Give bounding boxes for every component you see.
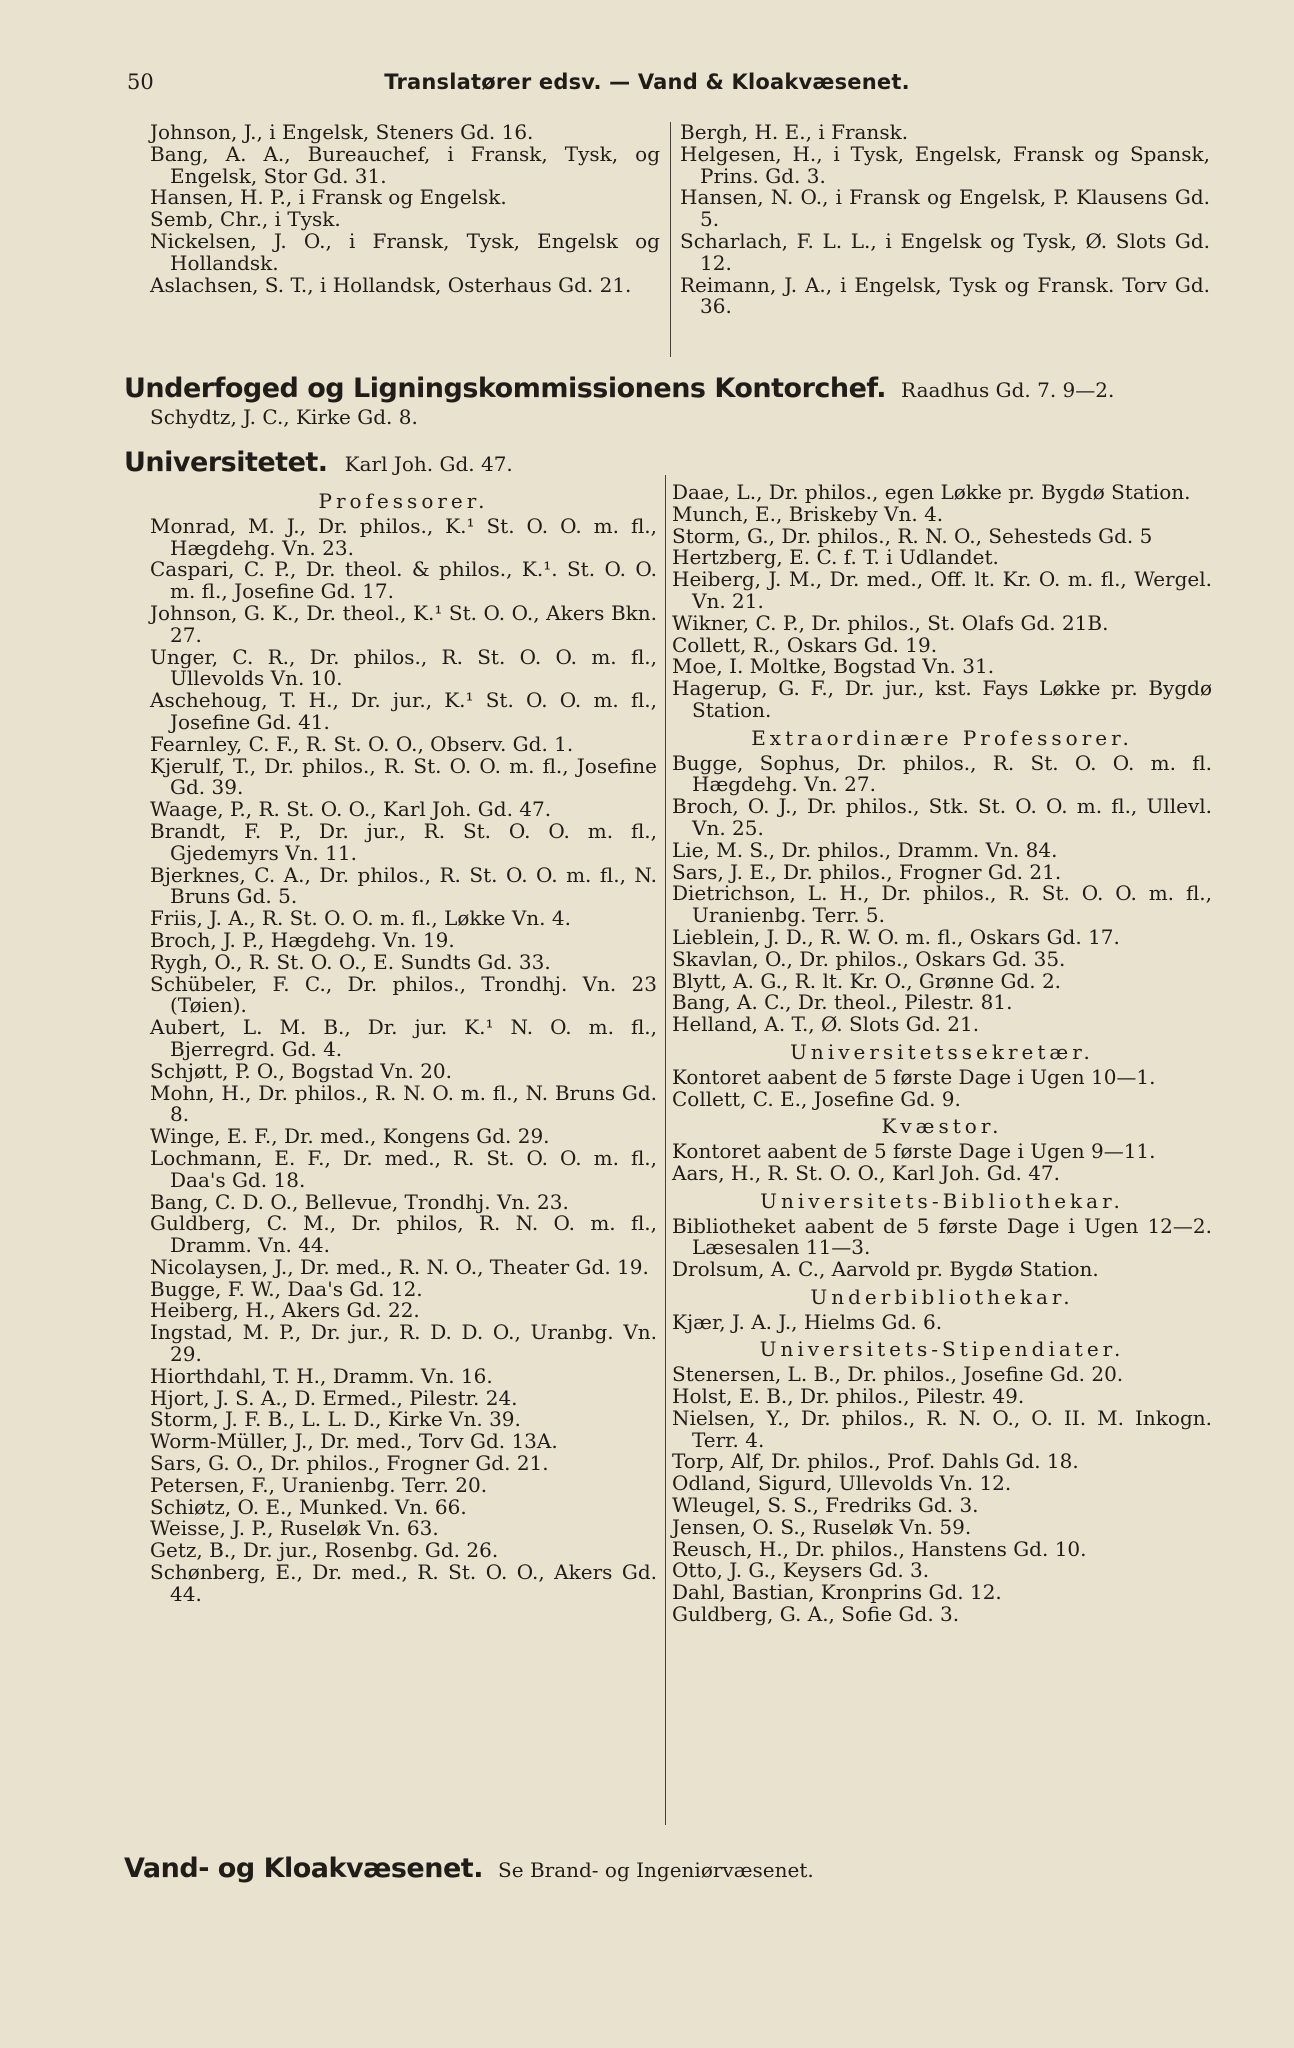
list-entry: Lie, M. S., Dr. philos., Dramm. Vn. 84. (672, 837, 1058, 862)
list-entry: Waage, P., R. St. O. O., Karl Joh. Gd. 47. (150, 797, 552, 822)
list-entry: Bugge, Sophus, Dr. philos., R. St. O. O. m. fl. Hægdehg. Vn. 27. (672, 750, 1212, 797)
list-entry: Jensen, O. S., Ruseløk Vn. 59. (672, 1514, 972, 1539)
list-entry: Storm, J. F. B., L. L. D., Kirke Vn. 39. (150, 1407, 521, 1432)
list-entry: Stenersen, L. B., Dr. philos., Josefine Gd. 20. (672, 1362, 1124, 1387)
list-entry: Lieblein, J. D., R. W. O. m. fl., Oskars Gd. 17. (672, 924, 1120, 949)
list-entry: Semb, Chr., i Tysk. (150, 207, 341, 232)
underfoged-entry-text: Schydtz, J. C., Kirke Gd. 8. (150, 405, 418, 429)
list-entry: Getz, B., Dr. jur., Rosenbg. Gd. 26. (150, 1538, 499, 1563)
list-entry: Weisse, J. P., Ruseløk Vn. 63. (150, 1516, 439, 1541)
list-entry: Heiberg, J. M., Dr. med., Off. lt. Kr. O. m. fl., Wergel. Vn. 21. (672, 567, 1212, 613)
list-entry: Hjort, J. S. A., D. Ermed., Pilestr. 24. (150, 1385, 518, 1410)
list-entry: Guldberg, C. M., Dr. philos, R. N. O. m. fl., Dramm. Vn. 44. (150, 1211, 657, 1258)
list-entry: Holst, E. B., Dr. philos., Pilestr. 49. (672, 1384, 1025, 1409)
professors-left-column (150, 485, 657, 1606)
list-entry: Odland, Sigurd, Ullevolds Vn. 12. (672, 1471, 1012, 1496)
list-entry: Nielsen, Y., Dr. philos., R. N. O., O. II. M. Inkogn. Terr. 4. (672, 1405, 1212, 1452)
list-entry: Schiøtz, O. E., Munked. Vn. 66. (150, 1494, 467, 1519)
vand-note: Se Brand- og Ingeniørvæsenet. (498, 1858, 814, 1882)
list-entry: Kontoret aabent de 5 første Dage i Ugen 9—11. (672, 1139, 1156, 1164)
list-entry: Fearnley, C. F., R. St. O. O., Observ. Gd. 1. (150, 731, 574, 756)
bibliotekar-list (672, 1213, 1212, 1282)
list-entry: Hansen, N. O., i Fransk og Engelsk, P. Klausens Gd. 5. (680, 185, 1210, 232)
professors-subhead: Professorer. (318, 489, 489, 513)
list-entry: Storm, G., Dr. philos., R. N. O., Sehesteds Gd. 5 (672, 523, 1153, 548)
underbibliotekar-subhead: Underbibliothekar. (810, 1284, 1074, 1309)
list-entry: Johnson, G. K., Dr. theol., K.¹ St. O. O., Akers Bkn. 27. (150, 600, 657, 647)
list-entry: Munch, E., Briskeby Vn. 4. (672, 501, 944, 526)
list-entry: Schübeler, F. C., Dr. philos., Trondhj. Vn. 23 (Tøien). (150, 971, 657, 1018)
list-entry: Skavlan, O., Dr. philos., Oskars Gd. 35. (672, 946, 1066, 971)
list-entry: Schønberg, E., Dr. med., R. St. O. O., Akers Gd. 44. (150, 1560, 657, 1606)
list-entry: Helland, A. T., Ø. Slots Gd. 21. (672, 1012, 980, 1037)
list-entry: Reusch, H., Dr. philos., Hanstens Gd. 10. (672, 1536, 1087, 1561)
list-entry: Bang, A. C., Dr. theol., Pilestr. 81. (672, 990, 1013, 1015)
list-entry: Hansen, H. P., i Fransk og Engelsk. (150, 185, 507, 210)
universitetet-section (124, 447, 513, 478)
list-entry: Ingstad, M. P., Dr. jur., R. D. D. O., Uranbg. Vn. 29. (150, 1320, 657, 1367)
list-entry: Broch, J. P., Hægdehg. Vn. 19. (150, 927, 455, 952)
list-entry: Heiberg, H., Akers Gd. 22. (150, 1298, 420, 1323)
professors-right-column (672, 482, 1212, 1626)
list-entry: Scharlach, F. L. L., i Engelsk og Tysk, Ø. Slots Gd. 12. (680, 228, 1210, 275)
list-entry: Collett, R., Oskars Gd. 19. (672, 632, 938, 657)
list-entry: Blytt, A. G., R. lt. Kr. O., Grønne Gd. 2. (672, 968, 1062, 993)
list-entry: Broch, O. J., Dr. philos., Stk. St. O. O. m. fl., Ullevl. Vn. 25. (672, 794, 1212, 840)
list-entry: Wleugel, S. S., Fredriks Gd. 3. (672, 1493, 979, 1518)
bibliotekar-subhead: Universitets-Bibliothekar. (760, 1188, 1124, 1213)
list-entry: Schjøtt, P. O., Bogstad Vn. 20. (150, 1058, 453, 1083)
translators-right-column (680, 122, 1210, 318)
list-entry: Aschehoug, T. H., Dr. jur., K.¹ St. O. O. m. fl., Josefine Gd. 41. (150, 688, 657, 734)
list-entry: Aars, H., R. St. O. O., Karl Joh. Gd. 47. (672, 1160, 1061, 1185)
list-entry: Nickelsen, J. O., i Fransk, Tysk, Engelsk og Hollandsk. (150, 228, 660, 275)
list-entry: Johnson, J., i Engelsk, Steners Gd. 16. (150, 120, 534, 144)
vand-heading: Vand- og Kloakvæsenet. (124, 1853, 483, 1884)
list-entry: Collett, C. E., Josefine Gd. 9. (672, 1086, 961, 1111)
list-entry: Bang, C. D. O., Bellevue, Trondhj. Vn. 23. (150, 1189, 569, 1214)
vand-section (124, 1853, 814, 1884)
list-entry: Brandt, F. P., Dr. jur., R. St. O. O. m. fl., Gjedemyrs Vn. 11. (150, 818, 657, 865)
list-entry: Kontoret aabent de 5 første Dage i Ugen 10—1. (672, 1064, 1156, 1089)
kvaestor-list (672, 1141, 1212, 1185)
universitetet-address: Karl Joh. Gd. 47. (344, 452, 513, 476)
list-entry: Daae, L., Dr. philos., egen Løkke pr. Bygdø Station. (672, 480, 1191, 504)
page-number: 50 (127, 70, 154, 94)
list-entry: Otto, J. G., Keysers Gd. 3. (672, 1558, 930, 1583)
list-entry: Dietrichson, L. H., Dr. philos., R. St. O. O. m. fl., Uranienbg. Terr. 5. (672, 881, 1212, 928)
underfoged-entry (150, 407, 750, 429)
list-entry: Torp, Alf, Dr. philos., Prof. Dahls Gd. 18. (672, 1449, 1079, 1474)
list-entry: Unger, C. R., Dr. philos., R. St. O. O. m. fl., Ullevolds Vn. 10. (150, 644, 657, 691)
list-entry: Hertzberg, E. C. f. T. i Udlandet. (672, 545, 999, 570)
universitetet-heading: Universitetet. (124, 447, 328, 478)
list-entry: Hagerup, G. F., Dr. jur., kst. Fays Løkke pr. Bygdø Station. (672, 676, 1212, 722)
list-entry: Moe, I. Moltke, Bogstad Vn. 31. (672, 654, 995, 679)
sekretaer-list (672, 1064, 1212, 1111)
list-entry: Monrad, M. J., Dr. philos., K.¹ St. O. O. m. fl., Hægdehg. Vn. 23. (150, 513, 657, 560)
professors-list (150, 513, 657, 1606)
list-entry: Drolsum, A. C., Aarvold pr. Bygdø Station. (672, 1257, 1099, 1282)
list-entry: Aslachsen, S. T., i Hollandsk, Osterhaus Gd. 21. (150, 272, 632, 297)
list-entry: Wikner, C. P., Dr. philos., St. Olafs Gd. 21B. (672, 610, 1109, 635)
extra-professors-subhead: Extraordinære Professorer. (751, 725, 1133, 750)
running-title: Translatører edsv. — Vand & Kloakvæsenet. (384, 70, 910, 94)
underfoged-address: Raadhus Gd. 7. 9—2. (901, 378, 1115, 402)
list-entry: Bang, A. A., Bureauchef, i Fransk, Tysk, og Engelsk, Stor Gd. 31. (150, 141, 660, 188)
kvaestor-subhead: Kvæstor. (881, 1114, 1003, 1139)
list-entry: Petersen, F., Uranienbg. Terr. 20. (150, 1472, 488, 1497)
list-entry: Sars, J. E., Dr. philos., Frogner Gd. 21. (672, 859, 1062, 884)
list-entry: Bjerknes, C. A., Dr. philos., R. St. O. O. m. fl., N. Bruns Gd. 5. (150, 862, 657, 909)
column-divider (665, 475, 666, 1825)
list-entry: Dahl, Bastian, Kronprins Gd. 12. (672, 1580, 1002, 1605)
professors-continued-list (672, 482, 1212, 722)
list-entry: Bibliotheket aabent de 5 første Dage i Ugen 12—2. Læsesalen 11—3. (672, 1213, 1212, 1260)
translators-left-column (150, 122, 660, 296)
stipendiater-list (672, 1364, 1212, 1626)
list-entry: Worm-Müller, J., Dr. med., Torv Gd. 13A. (150, 1429, 558, 1454)
list-entry: Bergh, H. E., i Fransk. (680, 120, 909, 144)
list-entry: Guldberg, G. A., Sofie Gd. 3. (672, 1602, 960, 1627)
list-entry: Kjær, J. A. J., Hielms Gd. 6. (672, 1309, 943, 1334)
list-entry: Lochmann, E. F., Dr. med., R. St. O. O. m. fl., Daa's Gd. 18. (150, 1145, 657, 1192)
list-entry: Helgesen, H., i Tysk, Engelsk, Fransk og Spansk, Prins. Gd. 3. (680, 141, 1210, 188)
list-entry: Mohn, H., Dr. philos., R. N. O. m. fl., N. Bruns Gd. 8. (150, 1080, 657, 1127)
underbibliotekar-list (672, 1309, 1212, 1334)
underfoged-heading: Underfoged og Ligningskommissionens Kontorchef. (124, 373, 886, 404)
list-entry: Winge, E. F., Dr. med., Kongens Gd. 29. (150, 1124, 550, 1149)
list-entry: Aubert, L. M. B., Dr. jur. K.¹ N. O. m. fl., Bjerregrd. Gd. 4. (150, 1015, 657, 1061)
column-divider (670, 122, 671, 357)
sekretaer-subhead: Universitetssekretær. (790, 1039, 1094, 1064)
list-entry: Reimann, J. A., i Engelsk, Tysk og Fransk. Torv Gd. 36. (680, 272, 1210, 319)
underfoged-section (124, 373, 1114, 404)
list-entry: Kjerulf, T., Dr. philos., R. St. O. O. m. fl., Josefine Gd. 39. (150, 753, 657, 800)
list-entry: Rygh, O., R. St. O. O., E. Sundts Gd. 33. (150, 949, 551, 974)
stipendiater-subhead: Universitets-Stipendiater. (759, 1337, 1125, 1362)
list-entry: Caspari, C. P., Dr. theol. & philos., K.¹. St. O. O. m. fl., Josefine Gd. 17. (150, 557, 657, 604)
list-entry: Hiorthdahl, T. H., Dramm. Vn. 16. (150, 1363, 493, 1388)
list-entry: Sars, G. O., Dr. philos., Frogner Gd. 21. (150, 1451, 549, 1476)
list-entry: Friis, J. A., R. St. O. O. m. fl., Løkke Vn. 4. (150, 906, 571, 931)
list-entry: Bugge, F. W., Daa's Gd. 12. (150, 1276, 423, 1301)
extra-professors-list (672, 750, 1212, 1037)
list-entry: Nicolaysen, J., Dr. med., R. N. O., Theater Gd. 19. (150, 1254, 649, 1279)
